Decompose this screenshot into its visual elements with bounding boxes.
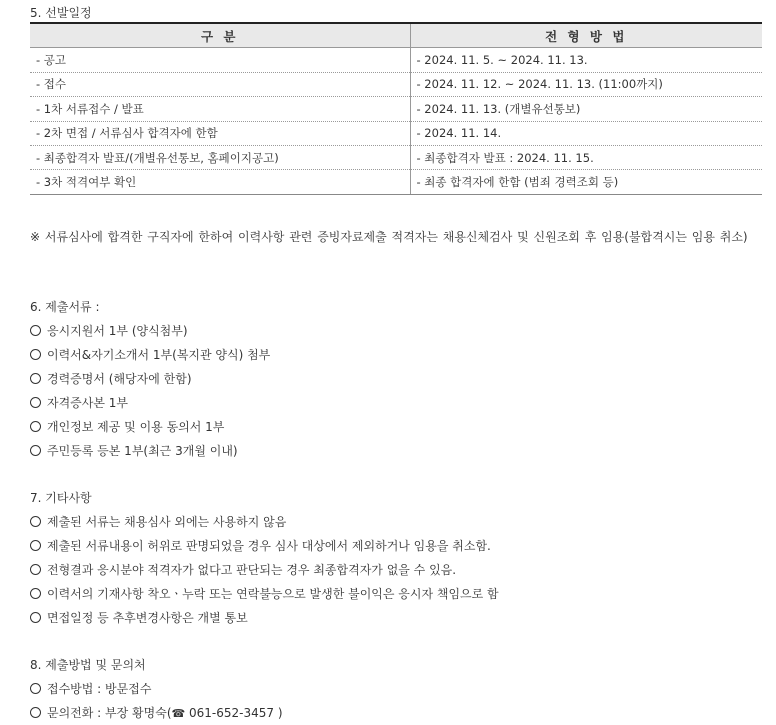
column-header: 구 분 [30, 23, 410, 48]
table-cell: - 공고 [30, 48, 410, 72]
circle-bullet-icon [30, 325, 41, 336]
note-paragraph: ※ 서류심사에 합격한 구직자에 한하여 이력사항 관련 증빙자료제출 적격자는 채용신체검사 및 신원조회 후 임용(불합격시는 임용 취소) [30, 230, 748, 244]
circle-bullet-icon [30, 707, 41, 718]
table-row [30, 121, 762, 145]
phone-number: 061-652-3457 ) [185, 706, 283, 720]
circle-bullet-icon [30, 612, 41, 623]
circle-bullet-icon [30, 373, 41, 384]
list-item: 경력증명서 (해당자에 한함) [30, 370, 192, 387]
table-row [30, 48, 762, 72]
list-item: 제출된 서류내용이 허위로 판명되었을 경우 심사 대상에서 제외하거나 임용을 취소함. [30, 537, 491, 554]
circle-bullet-icon [30, 588, 41, 599]
list-item: 전형결과 응시분야 적격자가 없다고 판단되는 경우 최종합격자가 없을 수 있음. [30, 561, 456, 578]
table-cell: - 2024. 11. 14. [410, 121, 762, 145]
table-cell: - 3차 적격여부 확인 [30, 170, 410, 194]
table-cell: - 최종합격자 발표 : 2024. 11. 15. [410, 145, 762, 169]
table-row [30, 145, 762, 169]
list-item: 자격증사본 1부 [30, 394, 128, 411]
circle-bullet-icon [30, 421, 41, 432]
table-cell: - 1차 서류접수 / 발표 [30, 97, 410, 121]
list-item: 응시지원서 1부 (양식첨부) [30, 322, 188, 339]
table-cell: - 2024. 11. 13. (개별유선통보) [410, 97, 762, 121]
column-header: 전 형 방 법 [410, 23, 762, 48]
table-cell: - 최종 합격자에 한함 (범죄 경력조회 등) [410, 170, 762, 194]
list-item: 이력서의 기재사항 착오ㆍ누락 또는 연락불능으로 발생한 불이익은 응시자 책임으로 함 [30, 585, 499, 602]
circle-bullet-icon [30, 564, 41, 575]
list-item: 제출된 서류는 채용심사 외에는 사용하지 않음 [30, 513, 286, 530]
circle-bullet-icon [30, 349, 41, 360]
circle-bullet-icon [30, 445, 41, 456]
table-row [30, 72, 762, 96]
list-item: 면접일정 등 추후변경사항은 개별 통보 [30, 609, 248, 626]
table-header-row [30, 23, 762, 48]
table-row [30, 97, 762, 121]
circle-bullet-icon [30, 683, 41, 694]
contact-item: 문의전화 : 부장 황명숙(☎ 061-652-3457 ) [30, 704, 283, 721]
table-cell: - 최종합격자 발표/(개별유선통보, 홈페이지공고) [30, 145, 410, 169]
list-item: 이력서&자기소개서 1부(복지관 양식) 첨부 [30, 346, 270, 363]
list-item: 접수방법 : 방문접수 [30, 680, 151, 697]
table-cell: - 2차 면접 / 서류심사 합격자에 한함 [30, 121, 410, 145]
circle-bullet-icon [30, 516, 41, 527]
table-cell: - 접수 [30, 72, 410, 96]
table-row [30, 170, 762, 194]
section-7-title: 7. 기타사항 [30, 491, 92, 505]
list-item: 개인정보 제공 및 이용 동의서 1부 [30, 418, 224, 435]
telephone-icon: ☎ [171, 707, 186, 720]
section-8-title: 8. 제출방법 및 문의처 [30, 658, 146, 672]
section-6-title: 6. 제출서류 : [30, 300, 100, 314]
section-5-title: 5. 선발일정 [30, 6, 92, 20]
circle-bullet-icon [30, 397, 41, 408]
circle-bullet-icon [30, 540, 41, 551]
schedule-table [30, 22, 762, 195]
list-item: 주민등록 등본 1부(최근 3개월 이내) [30, 442, 238, 459]
table-cell: - 2024. 11. 12. ~ 2024. 11. 13. (11:00까지) [410, 72, 762, 96]
table-cell: - 2024. 11. 5. ~ 2024. 11. 13. [410, 48, 762, 72]
